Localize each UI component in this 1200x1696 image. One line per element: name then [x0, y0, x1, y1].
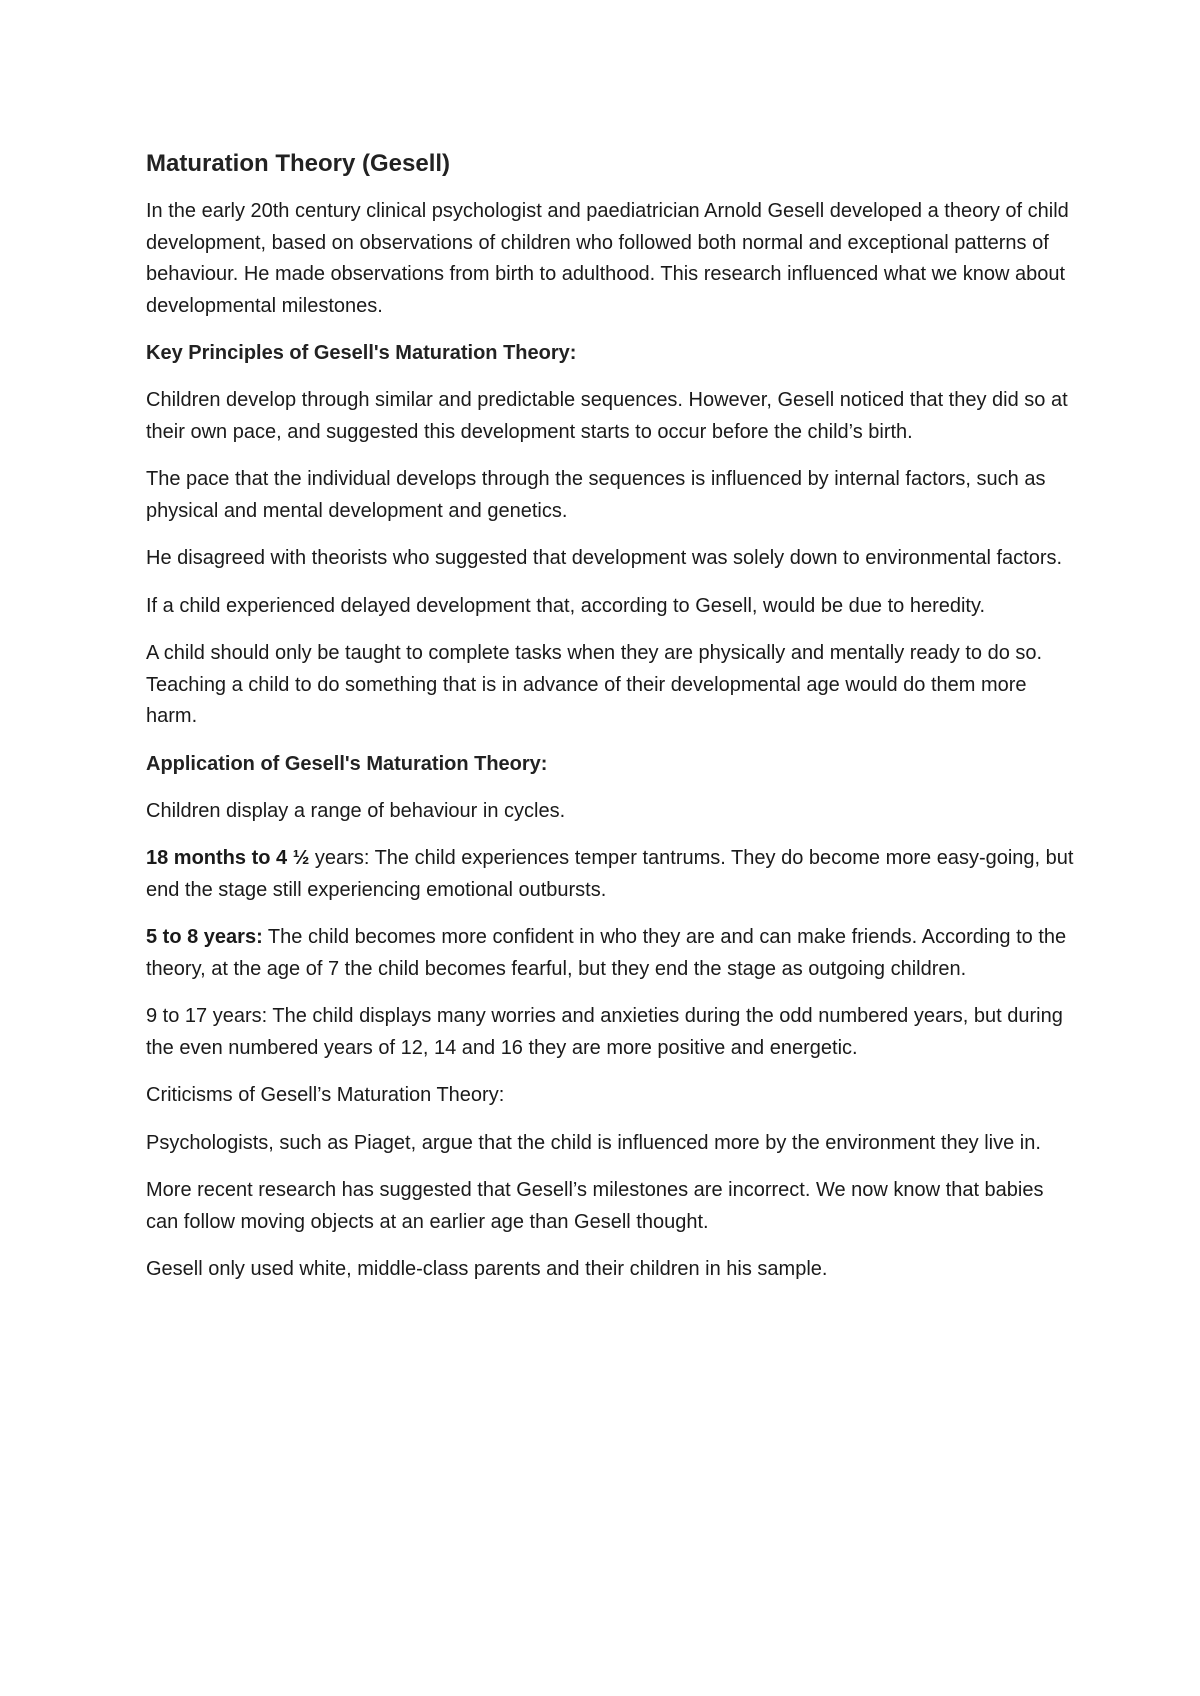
- stage-label-1: 18 months to 4 ½: [146, 847, 310, 869]
- stage-text-2: The child becomes more confident in who they are and can make friends. According to the theory, at the age of 7 the child becomes fearful, but they end the stage as outgoing children.: [146, 926, 1067, 980]
- stage-label-2: 5 to 8 years:: [146, 926, 263, 948]
- principle-paragraph-5: A child should only be taught to complete tasks when they are physically and mentally ready to do so. Teaching a child to do something that is in advance of their developmental age would do them more harm.: [146, 642, 1043, 727]
- document-title: Maturation Theory (Gesell): [146, 150, 451, 177]
- application-intro-paragraph: Children display a range of behaviour in cycles.: [146, 799, 566, 822]
- principle-paragraph-2: The pace that the individual develops through the sequences is influenced by internal factors, such as physical and mental development and genetics.: [146, 468, 1046, 522]
- criticisms-heading: Criticisms of Gesell’s Maturation Theory:: [146, 1084, 505, 1106]
- criticism-paragraph-3: Gesell only used white, middle-class parents and their children in his sample.: [146, 1258, 828, 1280]
- principle-paragraph-3: He disagreed with theorists who suggested that development was solely down to environmental factors.: [146, 547, 1063, 569]
- stage-text-1: years: The child experiences temper tantrums. They do become more easy-going, but end the stage still experiencing emotional outbursts.: [146, 847, 1074, 901]
- principles-heading: Key Principles of Gesell's Maturation Theory:: [146, 342, 577, 364]
- stage-paragraph-2: [146, 922, 1076, 985]
- intro-paragraph: In the early 20th century clinical psychologist and paediatrician Arnold Gesell developed a theory of child development, based on observations of children who followed both normal and exceptional patterns of behaviour. He made observations from birth to adulthood. This research influenced what we know about developmental milestones.: [146, 200, 1069, 317]
- stage-paragraph-1: [146, 843, 1076, 906]
- principle-paragraph-4: If a child experienced delayed development that, according to Gesell, would be due to heredity.: [146, 594, 986, 617]
- criticism-paragraph-2: More recent research has suggested that Gesell’s milestones are incorrect. We now know that babies can follow moving objects at an earlier age than Gesell thought.: [146, 1179, 1044, 1233]
- criticism-paragraph-1: Psychologists, such as Piaget, argue that the child is influenced more by the environment they live in.: [146, 1131, 1041, 1154]
- application-heading: Application of Gesell's Maturation Theory:: [146, 752, 548, 775]
- principle-paragraph-1: Children develop through similar and predictable sequences. However, Gesell noticed that they did so at their own pace, and suggested this development starts to occur before the child’s birth.: [146, 389, 1068, 443]
- stage-paragraph-3: 9 to 17 years: The child displays many worries and anxieties during the odd numbered years, but during the even numbered years of 12, 14 and 16 they are more positive and energetic.: [146, 1005, 1063, 1059]
- document-page: [146, 148, 1076, 1302]
